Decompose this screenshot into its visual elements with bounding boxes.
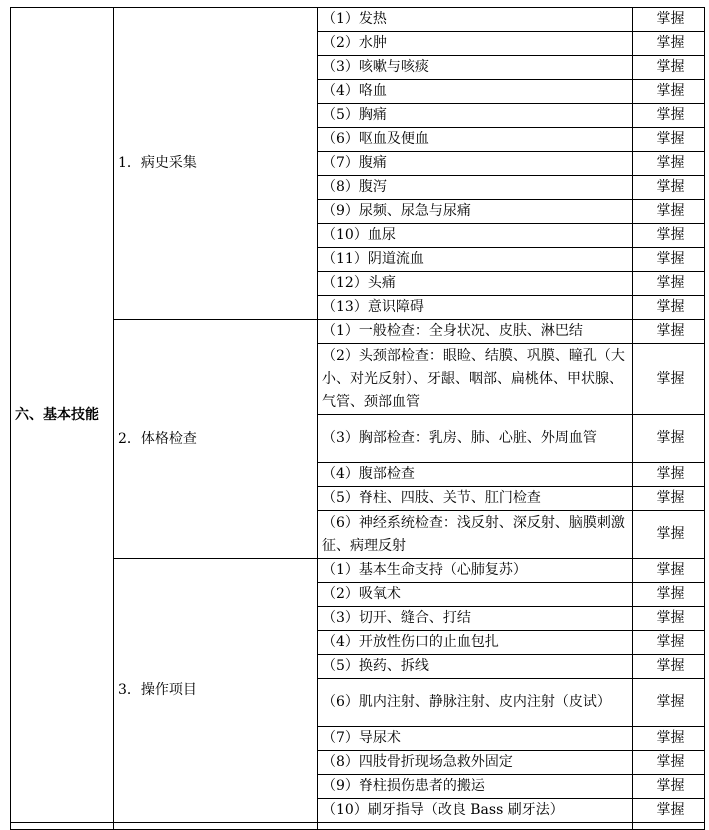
mastery-level: 掌握 [633, 200, 705, 224]
mastery-level: 掌握 [633, 631, 705, 655]
mastery-level: 掌握 [633, 104, 705, 128]
item-text: （12）头痛 [318, 272, 633, 296]
mastery-level: 掌握 [633, 463, 705, 487]
item-text: （6）神经系统检查：浅反射、深反射、脑膜刺激征、病理反射 [318, 511, 633, 559]
item-text: （8）腹泻 [318, 176, 633, 200]
mastery-level: 掌握 [633, 32, 705, 56]
item-text: （2）吸氧术 [318, 583, 633, 607]
mastery-level: 掌握 [633, 272, 705, 296]
category-physical-exam: 2．体格检查 [114, 320, 318, 559]
section-title: 六、基本技能 [11, 8, 114, 823]
syllabus-table [10, 7, 705, 830]
mastery-level: 掌握 [633, 727, 705, 751]
next-row-cell [633, 823, 705, 830]
mastery-level: 掌握 [633, 583, 705, 607]
item-text: （2）头颈部检查：眼睑、结膜、巩膜、瞳孔（大小、对光反射）、牙龈、咽部、扁桃体、甲状腺、气管、颈部血管 [318, 344, 633, 415]
item-text: （5）胸痛 [318, 104, 633, 128]
mastery-level: 掌握 [633, 487, 705, 511]
item-text: （3）切开、缝合、打结 [318, 607, 633, 631]
category-procedures: 3．操作项目 [114, 559, 318, 823]
mastery-level: 掌握 [633, 80, 705, 104]
syllabus-body [11, 8, 705, 830]
mastery-level: 掌握 [633, 224, 705, 248]
item-text: （1）基本生命支持（心肺复苏） [318, 559, 633, 583]
item-text: （11）阴道流血 [318, 248, 633, 272]
next-row-cell [11, 823, 114, 830]
mastery-level: 掌握 [633, 248, 705, 272]
mastery-level: 掌握 [633, 511, 705, 559]
item-text: （1）一般检查：全身状况、皮肤、淋巴结 [318, 320, 633, 344]
mastery-level: 掌握 [633, 344, 705, 415]
mastery-level: 掌握 [633, 176, 705, 200]
item-text: （9）尿频、尿急与尿痛 [318, 200, 633, 224]
item-text: （3）胸部检查：乳房、肺、心脏、外周血管 [318, 415, 633, 463]
mastery-level: 掌握 [633, 296, 705, 320]
mastery-level: 掌握 [633, 320, 705, 344]
item-text: （8）四肢骨折现场急救外固定 [318, 751, 633, 775]
mastery-level: 掌握 [633, 751, 705, 775]
item-text: （1）发热 [318, 8, 633, 32]
mastery-level: 掌握 [633, 607, 705, 631]
item-text: （9）脊柱损伤患者的搬运 [318, 775, 633, 799]
item-text: （5）脊柱、四肢、关节、肛门检查 [318, 487, 633, 511]
item-text: （13）意识障碍 [318, 296, 633, 320]
item-text: （5）换药、拆线 [318, 655, 633, 679]
item-text: （10）血尿 [318, 224, 633, 248]
item-text: （4）开放性伤口的止血包扎 [318, 631, 633, 655]
next-row-cell [114, 823, 318, 830]
item-text: （7）导尿术 [318, 727, 633, 751]
mastery-level: 掌握 [633, 559, 705, 583]
mastery-level: 掌握 [633, 679, 705, 727]
category-history-taking: 1．病史采集 [114, 8, 318, 320]
item-text: （6）肌内注射、静脉注射、皮内注射（皮试） [318, 679, 633, 727]
item-text: （2）水肿 [318, 32, 633, 56]
next-row-cell [318, 823, 633, 830]
item-text: （3）咳嗽与咳痰 [318, 56, 633, 80]
mastery-level: 掌握 [633, 775, 705, 799]
mastery-level: 掌握 [633, 56, 705, 80]
item-text: （4）腹部检查 [318, 463, 633, 487]
mastery-level: 掌握 [633, 799, 705, 823]
item-text: （4）咯血 [318, 80, 633, 104]
item-text: （7）腹痛 [318, 152, 633, 176]
mastery-level: 掌握 [633, 128, 705, 152]
mastery-level: 掌握 [633, 8, 705, 32]
mastery-level: 掌握 [633, 415, 705, 463]
item-text: （6）呕血及便血 [318, 128, 633, 152]
item-text: （10）刷牙指导（改良 Bass 刷牙法） [318, 799, 633, 823]
mastery-level: 掌握 [633, 655, 705, 679]
mastery-level: 掌握 [633, 152, 705, 176]
